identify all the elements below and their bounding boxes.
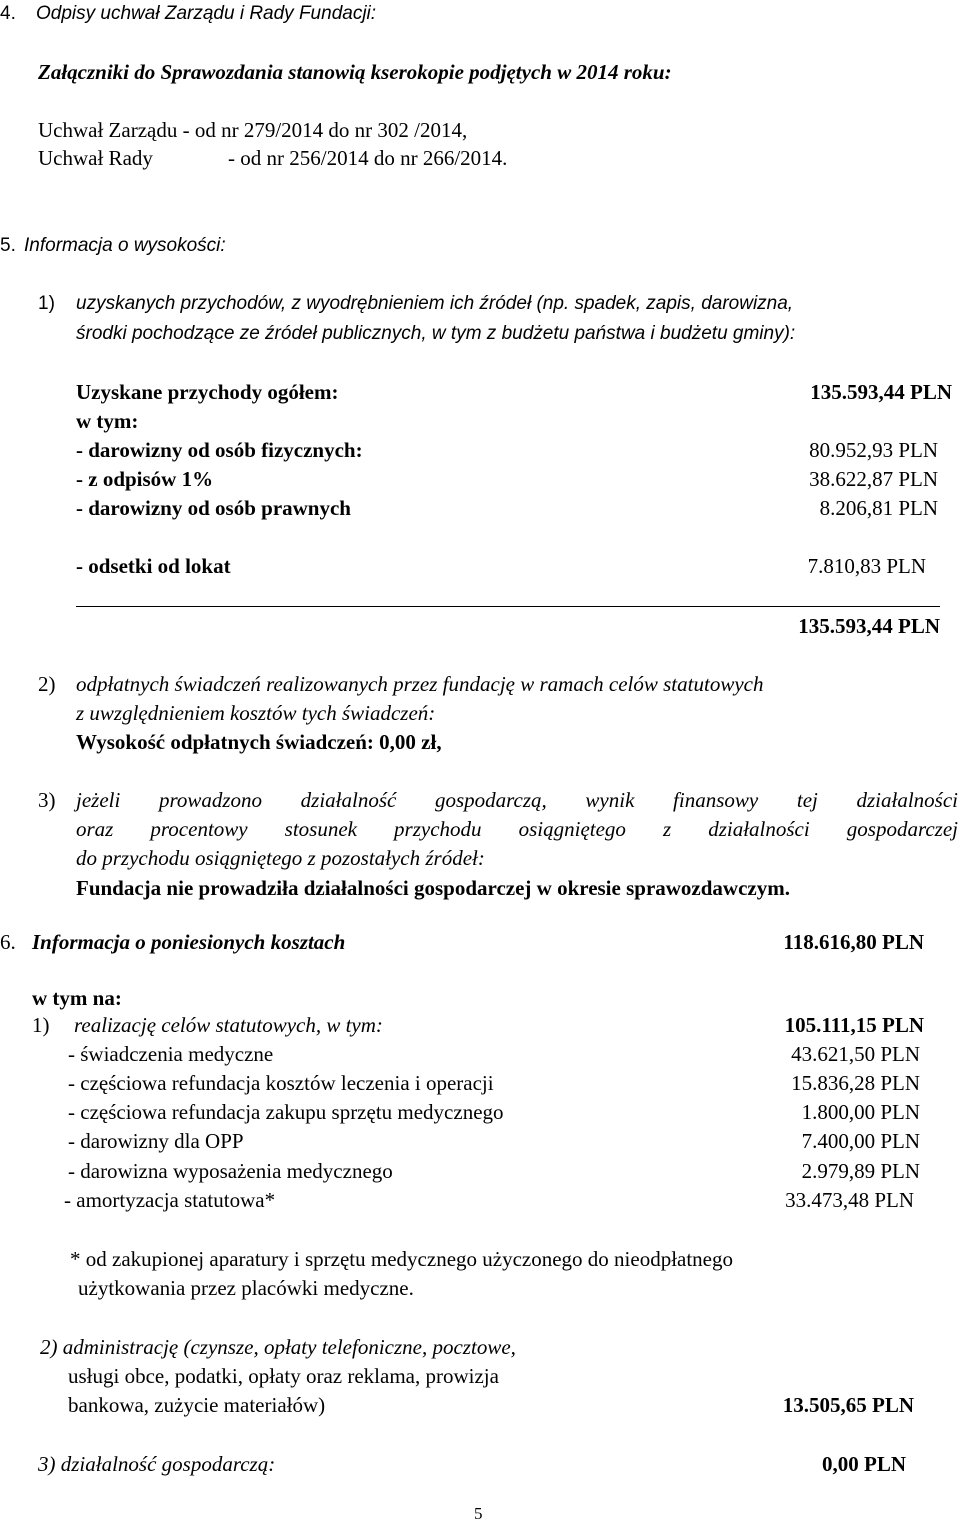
costs-total-value: 118.616,80 PLN	[783, 930, 924, 954]
section-4-number: 4.	[0, 3, 16, 24]
sum-divider-line	[76, 606, 940, 607]
cost-item-value: 1.800,00 PLN	[801, 1100, 920, 1124]
footnote-line-2: użytkowania przez placówki medyczne.	[78, 1276, 414, 1300]
page-number: 5	[474, 1504, 483, 1523]
cost-1-number: 1)	[32, 1013, 50, 1037]
cost-item-label: - częściowa refundacja kosztów leczenia i operacji	[68, 1071, 494, 1095]
cost-2-line-3: bankowa, zużycie materiałów)	[68, 1393, 326, 1417]
income-row-label: - darowizny od osób prawnych	[76, 496, 351, 520]
point-3-line-2: oraz procentowy stosunek przychodu osiągniętego z działalności gospodarczej	[76, 817, 958, 841]
income-sum-value: 135.593,44 PLN	[798, 614, 940, 638]
business-activity-statement: Fundacja nie prowadziła działalności gospodarczej w okresie sprawozdawczym.	[76, 876, 790, 900]
cost-2-line-2: usługi obce, podatki, opłaty oraz reklama, prowizja	[68, 1364, 499, 1388]
footnote-line-1: * od zakupionej aparatury i sprzętu medycznego użyczonego do nieodpłatnego	[70, 1247, 734, 1271]
point-2-line-2: z uwzględnieniem kosztów tych świadczeń:	[76, 701, 436, 725]
paid-services-value: Wysokość odpłatnych świadczeń: 0,00 zł,	[76, 730, 442, 754]
income-row-value: 80.952,93 PLN	[809, 438, 938, 462]
cost-item-label: - darowizny dla OPP	[68, 1129, 244, 1153]
section-6-title: Informacja o poniesionych kosztach	[32, 930, 346, 954]
cost-item-value: 33.473,48 PLN	[785, 1188, 914, 1212]
cost-item-value: 43.621,50 PLN	[791, 1042, 920, 1066]
cost-item-label: - darowizna wyposażenia medycznego	[68, 1159, 393, 1183]
income-total-value: 135.593,44 PLN	[810, 380, 952, 404]
attachments-line: Załączniki do Sprawozdania stanowią kserokopie podjętych w 2014 roku:	[38, 60, 672, 84]
cost-2-line-1: 2) administrację (czynsze, opłaty telefoniczne, pocztowe,	[40, 1335, 516, 1359]
section-5-number: 5.	[0, 235, 16, 256]
income-row-value: 8.206,81 PLN	[819, 496, 938, 520]
costs-wtym-na: w tym na:	[32, 986, 122, 1010]
cost-2-value: 13.505,65 PLN	[782, 1393, 914, 1417]
cost-item-label: - częściowa refundacja zakupu sprzętu medycznego	[68, 1100, 504, 1124]
point-2-number: 2)	[38, 672, 56, 696]
income-wtym: w tym:	[76, 409, 139, 433]
council-resolutions-range: - od nr 256/2014 do nr 266/2014.	[228, 146, 508, 170]
section-6-number: 6.	[0, 930, 16, 954]
cost-item-label: - amortyzacja statutowa*	[64, 1188, 276, 1212]
point-2-line-1: odpłatnych świadczeń realizowanych przez fundację w ramach celów statutowych	[76, 672, 764, 696]
point-1-number: 1)	[38, 293, 55, 314]
cost-3-value: 0,00 PLN	[822, 1452, 906, 1476]
point-1-line-2: środki pochodzące ze źródeł publicznych, w tym z budżetu państwa i budżetu gminy):	[76, 323, 796, 344]
cost-1-value: 105.111,15 PLN	[784, 1013, 924, 1037]
point-1-line-1: uzyskanych przychodów, z wyodrębnieniem ich źródeł (np. spadek, zapis, darowizna,	[76, 293, 794, 314]
point-3-line-3: do przychodu osiągniętego z pozostałych źródeł:	[76, 846, 485, 870]
cost-3-label: 3) działalność gospodarczą:	[38, 1452, 276, 1476]
point-3-number: 3)	[38, 788, 56, 812]
income-row-value: 38.622,87 PLN	[809, 467, 938, 491]
cost-item-value: 7.400,00 PLN	[801, 1129, 920, 1153]
cost-1-label: realizację celów statutowych, w tym:	[74, 1013, 383, 1037]
income-row-value: 7.810,83 PLN	[807, 554, 926, 578]
income-row-label: - odsetki od lokat	[76, 554, 231, 578]
board-resolutions-line: Uchwał Zarządu - od nr 279/2014 do nr 302 /2014,	[38, 118, 468, 142]
section-4-title: Odpisy uchwał Zarządu i Rady Fundacji:	[36, 3, 377, 24]
point-3-line-1: jeżeli prowadzono działalność gospodarczą, wynik finansowy tej działalności	[76, 788, 958, 812]
income-row-label: - z odpisów 1%	[76, 467, 214, 491]
income-total-label: Uzyskane przychody ogółem:	[76, 380, 339, 404]
cost-item-value: 2.979,89 PLN	[801, 1159, 920, 1183]
section-5-title: Informacja o wysokości:	[24, 235, 226, 256]
cost-item-value: 15.836,28 PLN	[791, 1071, 920, 1095]
cost-item-label: - świadczenia medyczne	[68, 1042, 274, 1066]
council-resolutions-label: Uchwał Rady	[38, 146, 153, 170]
income-row-label: - darowizny od osób fizycznych:	[76, 438, 363, 462]
